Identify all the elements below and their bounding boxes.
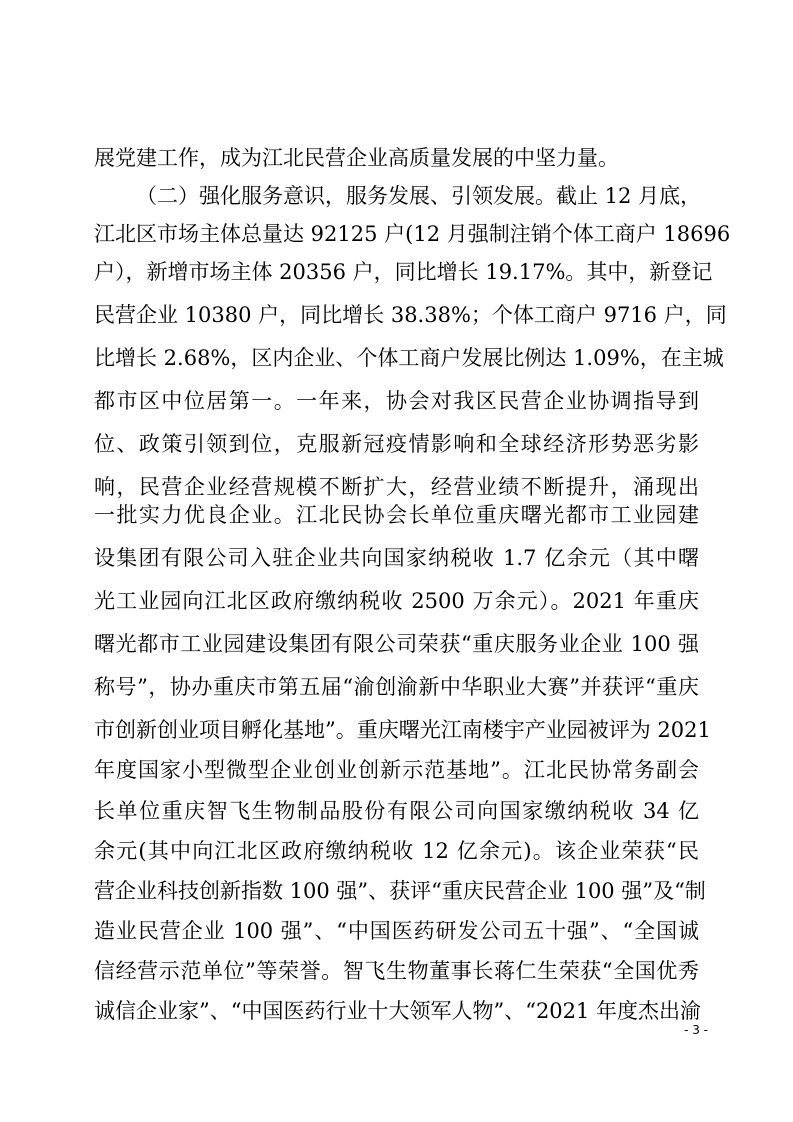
text-line: 户），新增市场主体 20356 户，同比增长 19.17%。其中，新登记: [94, 260, 713, 284]
text-line: 余元(其中向江北区政府缴纳税收 12 亿余元)。该企业荣获“民: [94, 839, 699, 863]
text-line: 江北区市场主体总量达 92125 户(12 月强制注销个体工商户 18696: [94, 222, 731, 246]
text-line: 长单位重庆智飞生物制品股份有限公司向国家缴纳税收 34 亿: [94, 799, 699, 823]
text-line: 展党建工作，成为江北民营企业高质量发展的中坚力量。: [94, 146, 619, 170]
text-line: 比增长 2.68%，区内企业、个体工商户发展比例达 1.09%，在主城: [94, 346, 724, 370]
text-line: 诚信企业家”、“中国医药行业十大领军人物”、“2021 年度杰出渝: [94, 999, 702, 1023]
text-line: 市创新创业项目孵化基地”。重庆曙光江南楼宇产业园被评为 2021: [94, 718, 711, 742]
text-line: （二）强化服务意识，服务发展、引领发展。截止 12 月底，: [136, 184, 702, 208]
text-line: 光工业园向江北区政府缴纳税收 2500 万余元）。2021 年重庆: [94, 589, 699, 613]
text-line: 年度国家小型微型企业创业创新示范基地”。江北民协常务副会: [94, 758, 699, 782]
text-line: 一批实力优良企业。江北民协会长单位重庆曙光都市工业园建: [94, 503, 699, 527]
text-line: 响，民营企业经营规模不断扩大，经营业绩不断提升，涌现出: [94, 475, 699, 499]
text-line: 曙光都市工业园建设集团有限公司荣获“重庆服务业企业 100 强: [94, 632, 699, 656]
text-line: 设集团有限公司入驻企业共向国家纳税收 1.7 亿余元（其中曙: [94, 546, 699, 570]
text-line: 称号”，协办重庆市第五届“渝创渝新中华职业大赛”并获评“重庆: [94, 675, 699, 699]
text-line: 都市区中位居第一。一年来，协会对我区民营企业协调指导到: [94, 389, 699, 413]
text-line: 营企业科技创新指数 100 强”、获评“重庆民营企业 100 强”及“制: [94, 879, 706, 903]
page-number: - 3 -: [684, 1023, 708, 1037]
text-line: 造业民营企业 100 强”、“中国医药研发公司五十强”、“全国诚: [94, 919, 699, 943]
text-line: 信经营示范单位”等荣誉。智飞生物董事长蒋仁生荣获“全国优秀: [94, 959, 699, 983]
text-line: 民营企业 10380 户，同比增长 38.38%；个体工商户 9716 户，同: [94, 303, 727, 327]
text-line: 位、政策引领到位，克服新冠疫情影响和全球经济形势恶劣影: [94, 432, 699, 456]
